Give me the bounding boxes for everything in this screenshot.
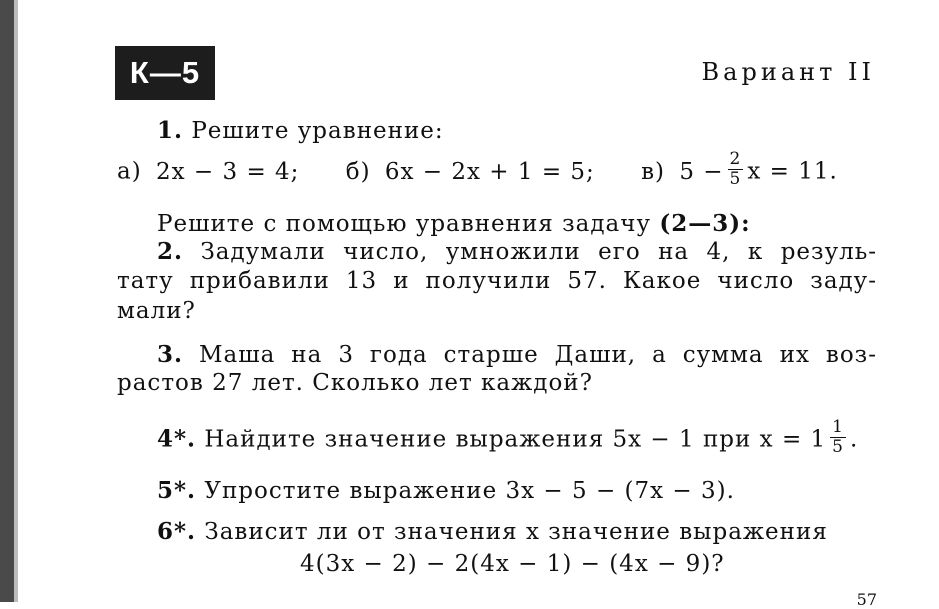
task1-c-fraction-numerator: 2 (729, 149, 742, 169)
task3-line1-text: Маша на 3 года старше Даши, а сумма их воз- (198, 342, 877, 368)
task4-end: . (849, 426, 859, 453)
task1-c-fraction (728, 150, 744, 189)
task1-c-post: x = 11. (747, 158, 838, 185)
task4-text: Найдите значение выражения 5x − 1 при x = 1 (204, 426, 827, 453)
task1-c-pre: 5 − (679, 158, 724, 185)
task2-line3: мали? (117, 298, 196, 324)
task1-a-label: а) (117, 158, 142, 185)
task6-number: 6*. (157, 518, 197, 545)
variant-label: Вариант II (701, 58, 875, 86)
task1-b-equation: 6x − 2x + 1 = 5; (384, 158, 595, 185)
task6-line1-text: Зависит ли от значения x значение выражения (204, 519, 828, 545)
task1-heading (157, 117, 444, 144)
task2-line2: тату прибавили 13 и получили 57. Какое число заду- (117, 268, 877, 294)
task4-fraction-denominator: 5 (832, 437, 844, 457)
task4-fraction-numerator: 1 (832, 417, 844, 437)
task6-line1 (157, 518, 828, 545)
page-edge-light (14, 0, 18, 602)
task5 (157, 477, 735, 504)
task4 (157, 417, 859, 460)
task1-number: 1. (157, 117, 184, 144)
task5-text: Упростите выражение 3x − 5 − (7x − 3). (204, 478, 735, 504)
problems-intro (157, 210, 751, 237)
task2-line1 (157, 238, 877, 265)
page-edge-dark (0, 0, 14, 602)
task2-number: 2. (157, 238, 184, 265)
task3-number: 3. (157, 341, 184, 368)
problems-intro-range: (2—3): (659, 210, 751, 237)
task1-a-equation: 2x − 3 = 4; (156, 158, 300, 185)
problems-intro-text: Решите с помощью уравнения задачу (157, 211, 651, 237)
test-badge: К—5 (115, 46, 215, 100)
task1-b-label: б) (345, 158, 371, 185)
task3-line2: растов 27 лет. Сколько лет каждой? (117, 370, 593, 396)
task4-number: 4*. (157, 425, 197, 453)
task1-c-label: в) (641, 158, 666, 185)
task5-number: 5*. (157, 477, 197, 504)
task4-fraction (830, 418, 846, 457)
task1-c-fraction-denominator: 5 (729, 169, 742, 189)
task2-line1-text: Задумали число, умножили его на 4, к резуль- (200, 239, 878, 265)
task1-text: Решите уравнение: (191, 118, 444, 144)
task3-line1 (157, 341, 877, 368)
task1-equations (117, 149, 838, 192)
page-number: 57 (856, 590, 877, 609)
task6-expression: 4(3x − 2) − 2(4x − 1) − (4x − 9)? (300, 551, 725, 577)
